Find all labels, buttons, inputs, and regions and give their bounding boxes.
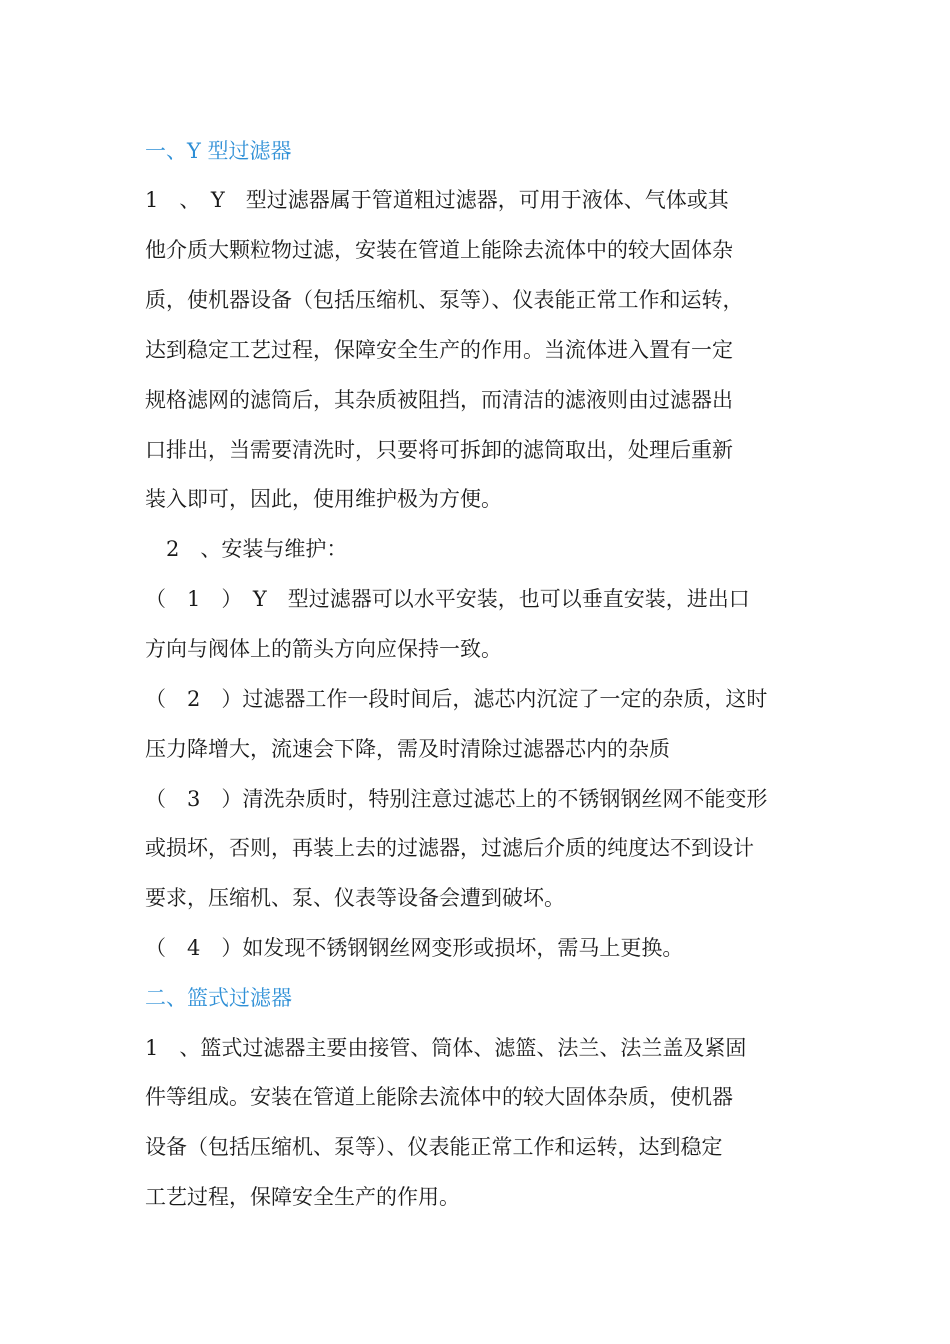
paragraph-line: 他介质大颗粒物过滤，安装在管道上能除去流体中的较大固体杂 — [145, 238, 733, 262]
section-heading-basket-filter: 二、篮式过滤器 — [145, 986, 292, 1010]
paragraph-line: 件等组成。安装在管道上能除去流体中的较大固体杂质，使机器 — [145, 1085, 733, 1109]
paragraph-line: 装入即可，因此，使用维护极为方便。 — [145, 487, 502, 511]
paragraph-line: 达到稳定工艺过程，保障安全生产的作用。当流体进入置有一定 — [145, 338, 733, 362]
section-heading-y-filter: 一、Y 型过滤器 — [145, 139, 292, 163]
paragraph-line: 口排出，当需要清洗时，只要将可拆卸的滤筒取出，处理后重新 — [145, 438, 733, 462]
subheading-install-maintenance: 2 、安装与维护： — [145, 537, 348, 561]
paragraph-line: 1 、篮式过滤器主要由接管、筒体、滤篮、法兰、法兰盖及紧固 — [145, 1036, 747, 1060]
paragraph-line: 设备（包括压缩机、泵等）、仪表能正常工作和运转，达到稳定 — [145, 1135, 723, 1159]
paragraph-line: 规格滤网的滤筒后，其杂质被阻挡，而清洁的滤液则由过滤器出 — [145, 388, 733, 412]
list-item-line: 方向与阀体上的箭头方向应保持一致。 — [145, 637, 502, 661]
list-item-line: 压力降增大，流速会下降，需及时清除过滤器芯内的杂质 — [145, 737, 670, 761]
list-item-line: （ 4 ）如发现不锈钢钢丝网变形或损坏，需马上更换。 — [145, 936, 684, 960]
paragraph-line: 质，使机器设备（包括压缩机、泵等）、仪表能正常工作和运转， — [145, 288, 744, 312]
list-item-line: （ 3 ）清洗杂质时，特别注意过滤芯上的不锈钢钢丝网不能变形 — [145, 787, 768, 811]
list-item-line: （ 1 ） Y 型过滤器可以水平安装，也可以垂直安装，进出口 — [145, 587, 750, 611]
list-item-line: 要求，压缩机、泵、仪表等设备会遭到破坏。 — [145, 886, 565, 910]
list-item-line: 或损坏，否则，再装上去的过滤器，过滤后介质的纯度达不到设计 — [145, 836, 754, 860]
paragraph-line: 工艺过程，保障安全生产的作用。 — [145, 1185, 460, 1209]
paragraph-line: 1 、 Y 型过滤器属于管道粗过滤器，可用于液体、气体或其 — [145, 188, 729, 212]
list-item-line: （ 2 ）过滤器工作一段时间后，滤芯内沉淀了一定的杂质，这时 — [145, 687, 768, 711]
